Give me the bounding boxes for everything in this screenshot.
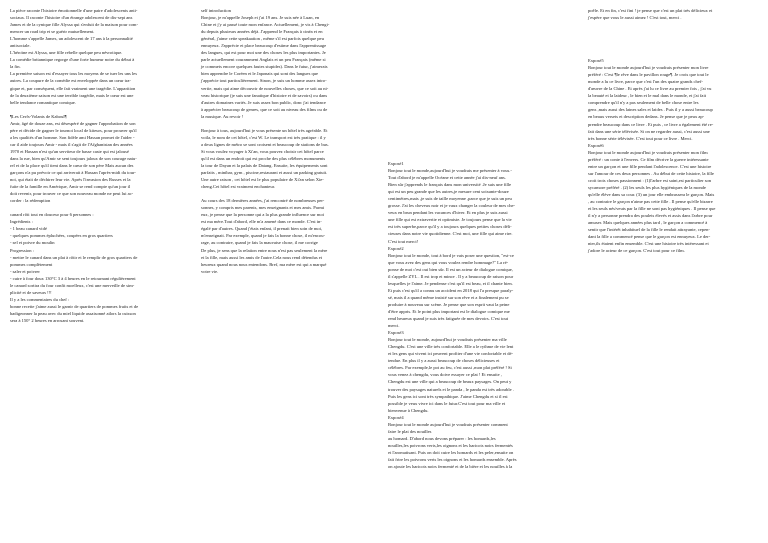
text-line: parle actuellement couramment Anglais et un peu Français (même si bbox=[201, 57, 326, 63]
text-line: fuite de la famille en Amérique, Amir se rend compte qu'un jour il bbox=[10, 184, 131, 190]
text-line: préféré : C'est ¶le rêve dans le pavillon rouge¶. Je crois que tout le bbox=[588, 72, 709, 78]
text-line: je commets encore quelques fautes stupides). Dans le futur, j'aimerais bbox=[201, 64, 328, 70]
paragraph-self-introduction bbox=[201, 7, 386, 120]
text-line: j'adore le acteur de ce garçon. C'est tout pour ce film. bbox=[588, 248, 685, 254]
column-1 bbox=[10, 7, 193, 331]
text-line: Bonjour tout le monde,aujourd'hui je voudrais me présenter à vous.- bbox=[388, 168, 512, 174]
text-line: pommes complètement bbox=[10, 261, 53, 267]
text-line: sentir que l'intérêt inhabituel de la fille le rendait attrayante, cepen- bbox=[588, 227, 710, 233]
text-line: C'est tout merci! bbox=[388, 238, 419, 244]
text-line: cieuses dans notre vie quotidienne. C'est moi, une fille qui aime rire. bbox=[388, 231, 513, 237]
text-line: dant la fille a commencé pense que le garçon est ennuyeux. Le der- bbox=[588, 234, 711, 240]
text-line: votre vie. bbox=[201, 268, 219, 274]
text-line: égalé par d'autres. Quand j'étais enfant, il prenait bien soin de moi, bbox=[201, 226, 323, 232]
text-line: Puis les gens ici sont très sympathique. J'aime Chengdu et si il est bbox=[388, 393, 508, 399]
text-line: antisociale. bbox=[10, 43, 31, 49]
text-line: monde a lu ce livre, parce que c'est l'un des quatre grands chef- bbox=[588, 79, 703, 85]
text-line: - mettre le canard dans un plat à rôtir et le remplir de gros quartiers de bbox=[10, 254, 138, 260]
text-line: rage, au contraire, quand je fais la mauvaise chose, il me corrige bbox=[201, 240, 318, 246]
paragraph-recipe bbox=[10, 211, 193, 324]
text-line: Chengdu est une ville qui a beaucoup de beaux paysages. On peut y bbox=[388, 379, 512, 385]
text-line: self introduction bbox=[201, 8, 231, 13]
text-line: gique et, par conséquent, elle fait vraiment une tragédie. L'apparition bbox=[10, 85, 136, 91]
text-line: eux, je pense que la personne qui a la plus grande influence sur moi bbox=[201, 212, 324, 218]
text-line: Tout d'abord je m'appelle Océane et cette année j'ai dix-neuf ans. bbox=[388, 175, 506, 181]
text-line: rend heureux quand je suis très fatiguée de mes devoirs. C'est tout bbox=[388, 316, 509, 322]
text-line: célèbres. Par exemple,le pot au feu, c'est aussi ,mon plat préféré ! Si bbox=[388, 365, 512, 371]
text-line: bienvenue à Chengdu. bbox=[388, 407, 429, 413]
text-line: vertie, mais qui aime découvrir de nouvelles choses, que ce soit au ni- bbox=[201, 85, 329, 91]
text-line: à apprécier beaucoup de genres, que ce soit au niveau des films ou de bbox=[201, 106, 328, 112]
text-line: la tour de Dayan et la palais de Datang. Ensuite, les équipements sont bbox=[201, 162, 328, 168]
text-line: j'apprécie tout particulièrement. Sinon, je suis un homme assez intro- bbox=[201, 78, 327, 84]
text-line: amuser. Mais quelques années plus tard , le garçon a commencé à bbox=[588, 220, 708, 226]
text-line: James et de la cynique fille Alyssa qui s'enfuit de la maison pour com- bbox=[10, 22, 138, 28]
text-line: nouilles,les poivrons verts,les oignons et les haricots noirs fermentés bbox=[388, 442, 513, 448]
text-line: veux en brun pendant les vacances d'hiver. Et en plus je suis aussi bbox=[388, 210, 508, 216]
text-line: et l'aromatisant. Puis on doit cuire les homards et les peler,ensuite on bbox=[388, 449, 514, 455]
column-2 bbox=[201, 7, 386, 282]
paragraph-exposes-5-6 bbox=[588, 57, 760, 254]
text-line: Bonjour tout le monde aujourd'hui je voudrais présenter mon livre bbox=[588, 65, 709, 71]
text-line: merci. bbox=[388, 323, 400, 329]
text-line: Exposé3 bbox=[388, 330, 404, 336]
text-line: plicité et de saveurs !!! bbox=[10, 289, 52, 295]
text-line: , au contraire le garçon n'aime pas cette fille . Il pense qu'elle bizarre bbox=[588, 199, 713, 205]
text-line: tendue. En plus il y a aussi beaucoup de choses délicieuses et bbox=[388, 358, 500, 364]
text-line: parfaits , minibar, gym , piscine,restaurant et aussi un parking gratuit. bbox=[201, 170, 328, 176]
text-line: en beaux versets et description dedans. Je pense que je peux ap- bbox=[588, 114, 705, 120]
text-line: il n'y a personne prendra des poulets élevés et assis dans l'arbre pour bbox=[588, 213, 713, 219]
text-line: et les gens qui vivent ici peuvent profiter d'une vie confortable et dé- bbox=[388, 351, 514, 357]
text-line: fait frire les poivrons verts les oignons et les homards ensemble. Après bbox=[388, 456, 517, 462]
text-line: sociaux. Il raconte l'histoire d'un étrange adolescent de dix-sept ans bbox=[10, 15, 133, 21]
text-line: Amir, âgé de douze ans, est désespéré de gagner l'approbation de son bbox=[10, 120, 136, 126]
paragraph-expose4-end bbox=[588, 7, 760, 21]
text-line: m'enseignait. Par exemple, quand je fais la bonne chose, il m'encou- bbox=[201, 233, 325, 239]
text-line: bien apprendre le Coréen et le Japonais qui sont des langues que bbox=[201, 71, 319, 77]
text-line: sera à 150° 2 heures en arrosant souvent. bbox=[10, 317, 85, 323]
text-line: et les seuls nés/veuts par la fille ne sont pas hygiéniques . Il pense que bbox=[588, 206, 716, 212]
text-line: faire le plat des nouilles bbox=[388, 428, 432, 434]
text-line: ponse de moi c'est oui bien sûr. Il est un acteur de dialogue comique, bbox=[388, 266, 513, 272]
text-line: Progression : bbox=[10, 247, 34, 253]
column-4 bbox=[588, 7, 760, 261]
text-line: sur l'amour de ces deux personnes . Au début de cette histoire, la fille bbox=[588, 170, 714, 176]
text-line: Exposé5 bbox=[588, 58, 604, 64]
paragraph-hotel bbox=[201, 127, 386, 190]
text-line: fait dans une série télévisée. Si on ne regarder aussi, c'est aussi une bbox=[588, 128, 710, 134]
text-line: - quelques pommes épluchées, coupées en gros quartiers bbox=[10, 233, 113, 239]
text-line: une fille qui est extravertie et optimiste. Je toujours pense que la vie bbox=[388, 217, 512, 223]
text-line: grosse. J'ai les cheveux noir et je vaux changer la couleur de mes che- bbox=[388, 203, 516, 209]
text-line: noi, qui était de déchirer leur vie. Après l'invasion des Russes et la bbox=[10, 177, 131, 183]
text-line: est ma mère.Tout d'abord, elle m'a amené dans ce monde. C'est in- bbox=[201, 219, 322, 225]
text-line: et la fille, mais aussi les amis de l'autre.Cela nous rend détendus et bbox=[201, 254, 323, 260]
text-line: sycamore préféré . (2) les seuls les plus hygiéniques de la monde bbox=[588, 184, 706, 190]
text-line: produire à nouveau sur scène. Je pense que son esprit vaut la peine bbox=[388, 301, 510, 307]
text-line: badigeonner la peau avec du miel liquide assaisonné ailors la cuisson bbox=[10, 310, 136, 316]
text-line: Bonjour tout le monde aujourd'hui je voudrais présenter mon film bbox=[588, 149, 708, 155]
text-line: possible je veux vivre ici dans le futur.C'est tout pour ma ville et bbox=[388, 400, 506, 406]
text-line: La pièce raconte l'histoire émotionnelle d'une paire d'adolescents anti- bbox=[10, 8, 138, 13]
text-line: croit trois choses passionnent : (1)l'arbre est saint,est particulier son bbox=[588, 177, 712, 183]
text-line: le canard sortira du four confit moelleux, c'est une merveille de sim- bbox=[10, 282, 135, 288]
text-line: prendre beaucoup dans ce livre . Et puis , ce livre a également été re- bbox=[588, 121, 714, 127]
text-line: veau historique (je suis une fanatique d'histoire et de savoirs) ou dans bbox=[201, 92, 328, 98]
text-line: trouver des paysages naturels et le panda , le panda est très adorable . bbox=[388, 386, 514, 392]
text-line: ennuyeux. J'apprécie et place beaucoup d'estime dans l'apprentissage bbox=[201, 43, 327, 49]
text-line: ¶Les Cerfs-Volants de Kaboul¶ bbox=[10, 113, 67, 119]
text-line: doit revenir, pour trouver ce que son nouveau monde ne peut lui ac- bbox=[10, 191, 134, 197]
text-line: au homard. D'abord nous devons préparer : les homards,les bbox=[388, 435, 496, 441]
text-line: a deux lignes de métro se sont croisent et beaucoup de stations de bus. bbox=[201, 141, 329, 147]
text-line: garçons n'a pu prévoir ce qui arriverait à Hassan l'après-midi du tour- bbox=[10, 170, 136, 176]
text-line: belle tendance romantique comique. bbox=[10, 99, 76, 105]
text-line: très bonne série télévisée. C'est tout pour ce livre . Merci. bbox=[588, 135, 693, 141]
text-line: Bien sûr j'apprends le français dans mon université .Je suis une fille bbox=[388, 182, 512, 188]
text-line: Chine et j'y ai passé toute mon enfance. Actuellement, je vis à Chengi- bbox=[201, 22, 330, 28]
text-line: la musique. Au revoir ! bbox=[201, 113, 244, 119]
text-line: Une autre raison , cet hôtel est le plus populaire de Xi'an selon Xie- bbox=[201, 177, 324, 183]
text-line: Bonjour tout le monde aujourd'hui je voudrais présenter comment bbox=[388, 421, 508, 427]
paragraph-intro bbox=[10, 7, 193, 106]
text-line: sé, mais il a quand même insisté sur son rêve et a finalement pu se bbox=[388, 294, 509, 300]
text-line: mencer un road trip et se guérir mutuellement. bbox=[10, 29, 95, 35]
text-line: L'héroïne est Alyssa, une fille rebelle quelque peu névrotique. bbox=[10, 50, 123, 56]
text-line: a les qualités d'un homme. Son fidèle ami Hassan promet de l'aider - bbox=[10, 134, 135, 140]
text-line: d'œuvre de la Chine . Et après j'ai lu ce livre au premier fois , j'ai vu bbox=[588, 86, 712, 92]
text-line: du depuis plusieurs années déjà. J'apprend le Français à cinéa et en bbox=[201, 29, 323, 35]
text-line: Bonjour tout le monde, aujourd'hui je voudrais présenter ma ville bbox=[388, 337, 507, 343]
text-line: heureux quand nous nous entendons. Bref, ma mère est qui a marqué bbox=[201, 261, 327, 267]
text-line: - 1 beau canard vidé bbox=[10, 226, 47, 232]
text-line: rel et de la place qu'il tient dans le cœur de son père Mais aucun des bbox=[10, 162, 134, 168]
text-line: Au cours des 18 dernières années, j'ai rencontré de nombreuses per- bbox=[201, 198, 325, 204]
text-line: autres. La coupure de la comédie est enveloppée dans un cœur tra- bbox=[10, 78, 131, 84]
text-line: Exposé6 bbox=[588, 142, 604, 148]
text-line: il s'appelle ZYL . Il est trop et mince . Il y a beaucoup de raison pour bbox=[388, 273, 514, 279]
text-line: qui est un peu grande que les autres,je mesure cent soixante-douze bbox=[388, 189, 509, 195]
text-line: corder : la rédemption bbox=[10, 198, 51, 204]
text-line: est très superbe,parce qu'il y a toujours quelques petites choses déli- bbox=[388, 224, 512, 230]
text-line: poêle. Et en fin, c'est fini ! je pense que c'est un plat très délicieux et bbox=[588, 8, 713, 13]
text-line: car il aide toujours Amir - mais il s'agit de l'Afghanistan des années bbox=[10, 141, 133, 147]
text-line: voila, le nom de cet hôtel, c'est W. Le transport est très pratique : il y bbox=[201, 134, 326, 140]
text-line: nier,ils étaient enfin ensemble. C'est une histoire très intéressant et bbox=[588, 241, 709, 247]
text-line: 1970 et Hassan n'est qu'un serviteur de basse caste qui est jalousé bbox=[10, 148, 129, 154]
text-line: Bonjour tout le monde, tout à bord je vais poser une question, "est-ce bbox=[388, 252, 514, 258]
paragraph-story bbox=[10, 113, 193, 205]
text-line: qu'elle élève dans sa cour. (3) un jour elle embrassera le garçon. Mais bbox=[588, 191, 715, 197]
text-line: la beauté et la laideur , le bien et le mal dans le monde, et j'ai fait bbox=[588, 93, 706, 99]
text-line: Et puis c'est qu'il a connu un accident en 2018 qui l'a presque paraly- bbox=[388, 287, 514, 293]
text-line: père et décide de gagner le tournoi local de kiteurs, pour prouver qu'il bbox=[10, 127, 137, 133]
text-line: De plus, je sens que la relation entre nous n'est pas seulement la mère bbox=[201, 247, 328, 253]
text-line: - saler et poivrer bbox=[10, 268, 40, 274]
text-line: centimètres,mais ,je suis de taille moyenne ,parce que je suis un peu bbox=[388, 196, 512, 202]
text-line: La première saison est d'essayer tous les moyens de se tuer les uns les bbox=[10, 71, 137, 77]
text-line: des langues, qui est pour moi une des choses les plus importantes. Je bbox=[201, 50, 326, 56]
text-line: canard rôti tout en douceur pour 6 personnes : bbox=[10, 212, 94, 218]
text-line: d'être appris. Et le point plus important est le dialogue comique me bbox=[388, 308, 510, 314]
text-line: Exposé1 bbox=[388, 161, 404, 166]
column-3 bbox=[388, 160, 574, 477]
text-line: Exposé4 bbox=[388, 414, 404, 420]
text-line: Chengdu. C'est une ville très confortable. Elle a le rythme de vie lent bbox=[388, 344, 514, 350]
text-line: général, j'aime cette speakaation , même s'il est parfois quelque peu bbox=[201, 36, 324, 42]
text-line: qu'il est dans un endroit qui est proche des plus célèbres monuments bbox=[201, 155, 326, 161]
text-line: on ajoute les haricots noirs fermenté et de la bière et les nouilles à la bbox=[388, 464, 513, 470]
text-line: sonnes, y compris mes parents, mes enseignants et mes amis. Parmi bbox=[201, 205, 325, 211]
text-line: bonne recette j'aime aussi le garnir de quartiers de pommes fruits et de bbox=[10, 303, 139, 309]
paragraph-exposes-1-4 bbox=[388, 160, 574, 470]
text-line: Ingrédients : bbox=[10, 219, 33, 225]
text-line: que vous avez des gens qui vous voulez rendre hommage?" La ré- bbox=[388, 259, 509, 265]
text-line: Exposé2 bbox=[388, 245, 404, 251]
text-line: - cuire à four doux 130°C 3 à 4 heures en le retournant régulièrement bbox=[10, 275, 136, 281]
text-line: lesquelles je l'aime. Je pendense c'est qu'il est beau, et il chante bien. bbox=[388, 280, 513, 286]
text-line: La comédie britannique regorge d'une forte humeur noire du début à bbox=[10, 57, 135, 63]
text-line: de la deuxième saison est une terrible tragédie, mais le cœur est une bbox=[10, 92, 134, 98]
paragraph-mother bbox=[201, 197, 386, 275]
text-line: gens ,mais aussi des laines sales et laides . Puis il y a aussi beaucoup bbox=[588, 107, 713, 113]
text-line: Bonjour, je m'appelle Joseph et j'ai 19 ans. Je suis née à Luan, en bbox=[201, 15, 320, 21]
text-line: Bonjour à tous, aujourd'hui je vous présente un hôtel très agréable. Et bbox=[201, 127, 328, 133]
text-line: préféré : un conte à l'envers. Ce film décrive la guerre intéressante bbox=[588, 156, 709, 162]
text-line: la fin. bbox=[10, 64, 21, 70]
text-line: comprendre qu'il n'y a pas seulement de belle chose entre les bbox=[588, 100, 699, 106]
text-line: Il y a les commentaires du chef : bbox=[10, 296, 70, 302]
text-line: j'espère que vous le aussi aimez ! C'est tout, merci . bbox=[588, 15, 682, 21]
text-line: dans la rue, bien qu'Amir se sent toujours jaloux de son courage natu- bbox=[10, 155, 137, 161]
text-line: cheng.Cet hôtel est vraiment enchanteur. bbox=[201, 184, 275, 190]
text-line: d'autres domaines variés. Je suis assez bon public, donc j'ai tendance bbox=[201, 99, 326, 105]
text-line: entre un garçon et une fille pendant l'adolescence. C'est une histoire bbox=[588, 163, 712, 169]
text-line: - sel et poivre du moulin bbox=[10, 240, 55, 246]
text-line: vous venez à chengdu, vous doive essayer ce plat ! Et ensuite , bbox=[388, 372, 502, 378]
text-line: Si vous voulez voyager à Xi'an, vous pouvez choisir cet hôtel parce bbox=[201, 148, 324, 154]
text-line: L'homme s'appelle James, un adolescent de 17 ans à la personnalité bbox=[10, 36, 133, 42]
